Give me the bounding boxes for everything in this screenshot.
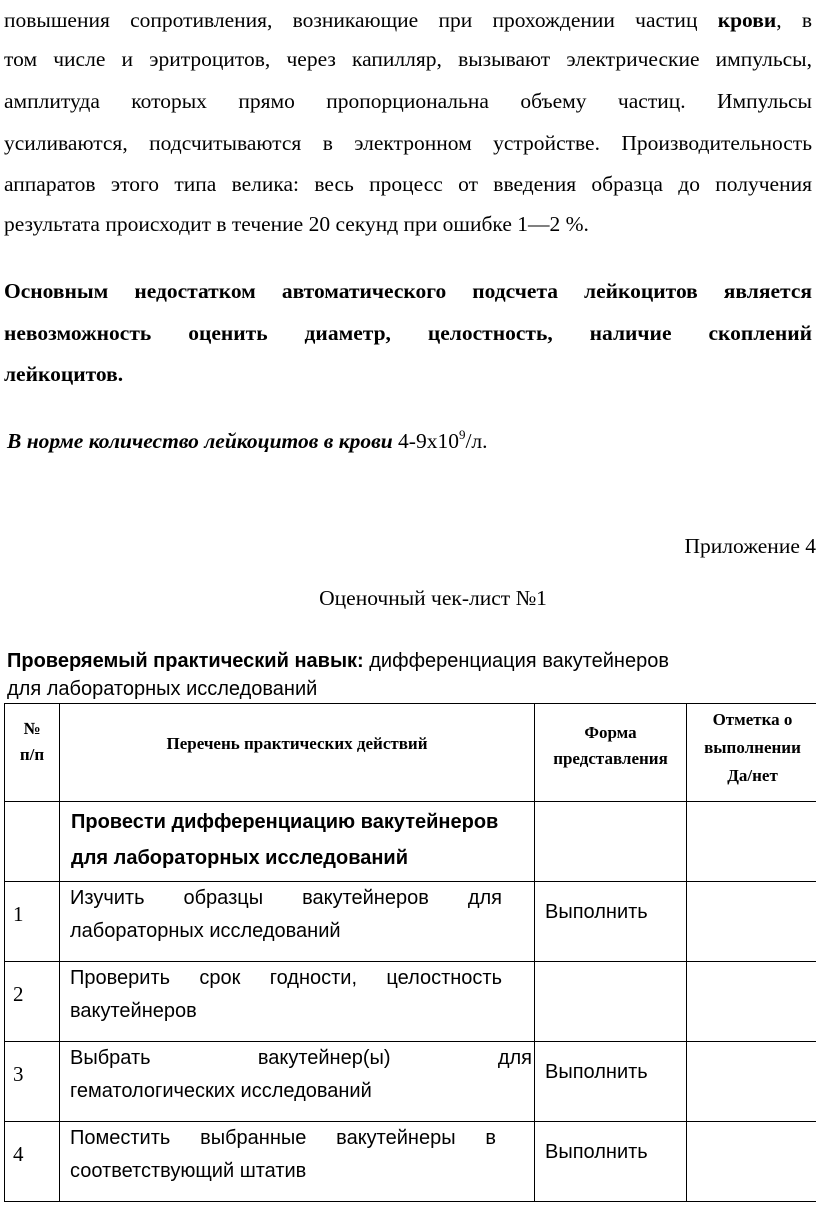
header-actions-cell — [60, 704, 535, 802]
paragraph-2-line-3: лейкоцитов. — [4, 362, 124, 386]
section-title-cell — [60, 802, 535, 882]
row-num: 2 — [13, 982, 24, 1006]
norm-unit: /л. — [465, 429, 488, 453]
row-form-cell — [535, 1122, 687, 1202]
row-mark-cell — [687, 1042, 816, 1122]
row-num-cell — [5, 1122, 60, 1202]
skill-line-2: для лабораторных исследований — [7, 678, 318, 700]
table-section-row — [5, 802, 816, 882]
skill-value-1: дифференциация вакутейнеров — [369, 650, 669, 672]
checklist-table — [4, 703, 816, 1202]
header-mark-line1: Отметка о — [712, 710, 793, 729]
row-num-cell — [5, 882, 60, 962]
appendix-label: Приложение 4 — [684, 534, 816, 558]
header-form-cell — [535, 704, 687, 802]
header-form-line2: представления — [553, 749, 668, 768]
norm-label: В норме количество лейкоцитов в крови — [7, 429, 393, 453]
norm-exponent: 9 — [458, 427, 466, 442]
row-num-cell — [5, 962, 60, 1042]
row-action-line2: лабораторных исследований — [70, 920, 341, 942]
row-mark-cell — [687, 882, 816, 962]
header-mark-line3: Да/нет — [727, 766, 778, 785]
p1-line1-bold: крови — [717, 8, 777, 32]
row-action-cell — [60, 1122, 535, 1202]
row-action-line2: вакутейнеров — [70, 1000, 197, 1022]
row-form: Выполнить — [545, 1141, 648, 1163]
paragraph-1-line-5: аппаратов этого типа велика: весь процесс от введения образца до получения — [4, 172, 812, 196]
section-title-line1: Провести дифференциацию вакутейнеров — [71, 811, 499, 833]
row-action-line1: Изучить образцы вакутейнеров для — [70, 887, 502, 909]
row-mark-cell — [687, 962, 816, 1042]
row-num: 3 — [13, 1062, 24, 1086]
header-actions: Перечень практических действий — [166, 734, 428, 753]
table-row — [5, 1042, 816, 1122]
table-row — [5, 882, 816, 962]
skill-label: Проверяемый практический навык: — [7, 650, 364, 672]
p1-line1-post: , в — [776, 8, 813, 32]
row-form: Выполнить — [545, 1061, 648, 1083]
row-form-cell — [535, 882, 687, 962]
paragraph-1-line-4: усиливаются, подсчитываются в электронном устройстве. Производительность — [4, 131, 812, 155]
header-form-line1: Форма — [584, 723, 637, 742]
header-mark-cell — [687, 704, 816, 802]
row-num: 1 — [13, 902, 24, 926]
norm-value: 4-9х10 — [398, 429, 459, 453]
row-action-cell — [60, 962, 535, 1042]
row-form-cell — [535, 962, 687, 1042]
row-form: Выполнить — [545, 901, 648, 923]
header-mark-line2: выполнении — [704, 738, 801, 757]
norm-line — [7, 427, 488, 455]
row-form — [535, 962, 686, 976]
paragraph-1-line-6: результата происходит в течение 20 секунд при ошибке 1—2 %. — [4, 212, 589, 236]
paragraph-2-line-2: невозможность оценить диаметр, целостность, наличие скоплений — [4, 321, 812, 345]
row-action-cell — [60, 1042, 535, 1122]
paragraph-2-line-1: Основным недостатком автоматического подсчета лейкоцитов является — [4, 279, 812, 303]
row-action-line1: Выбрать вакутейнер(ы) для — [70, 1047, 532, 1069]
paragraph-1-line-3: амплитуда которых прямо пропорциональна объему частиц. Импульсы — [4, 89, 812, 113]
row-action-line2: гематологических исследований — [70, 1080, 372, 1102]
row-num: 4 — [13, 1142, 24, 1166]
row-form-cell — [535, 1042, 687, 1122]
row-mark-cell — [687, 1122, 816, 1202]
row-action-line1: Проверить срок годности, целостность — [70, 967, 502, 989]
row-action-line1: Поместить выбранные вакутейнеры в — [70, 1127, 496, 1149]
section-title-line2: для лабораторных исследований — [71, 847, 409, 869]
skill-line-1 — [7, 647, 669, 675]
row-num-cell — [5, 1042, 60, 1122]
checklist-title: Оценочный чек-лист №1 — [319, 586, 547, 610]
table-header-row — [5, 704, 816, 802]
row-action-cell — [60, 882, 535, 962]
table-row — [5, 962, 816, 1042]
header-num-line1: № — [23, 719, 41, 738]
header-num-line2: п/п — [19, 745, 45, 764]
header-num-cell — [5, 704, 60, 802]
table-row — [5, 1122, 816, 1202]
row-action-line2: соответствующий штатив — [70, 1160, 307, 1182]
paragraph-1-line-2: том числе и эритроцитов, через капилляр, вызывают электрические импульсы, — [4, 47, 812, 71]
paragraph-1-line-1 — [4, 6, 812, 34]
p1-line1-pre: повышения сопротивления, возникающие при прохождении частиц — [4, 8, 698, 32]
